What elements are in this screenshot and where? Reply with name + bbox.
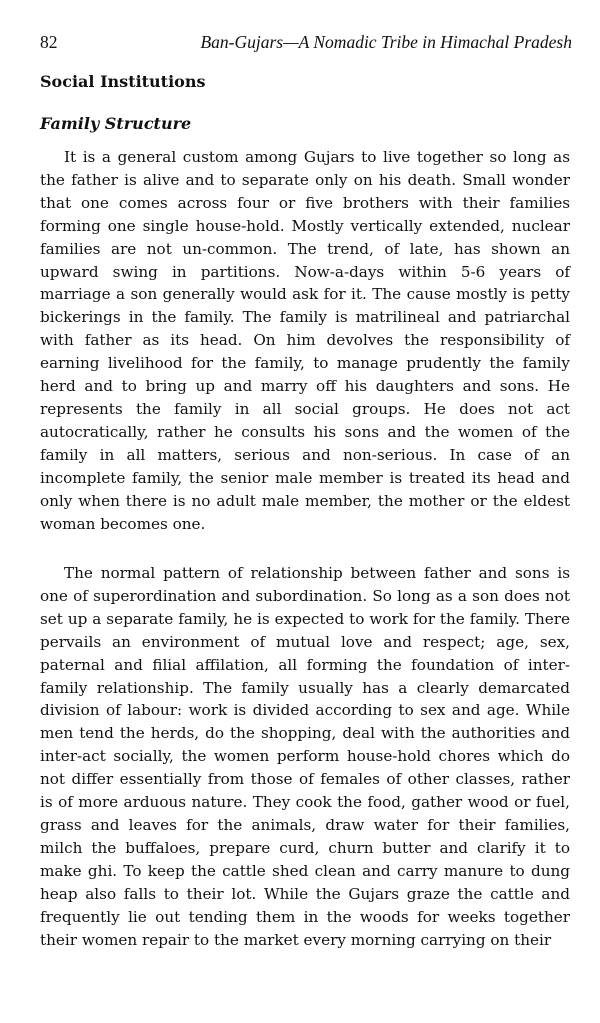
subsection-title: Family Structure xyxy=(40,114,192,133)
body-paragraph: The normal pattern of relationship between father and sons is one of superordination and subordination. So long as a son does not set up a separate family, he is expected to work for the family. There pervails an environment of mutual love and respect; age, sex, paternal and filial affilation, all forming the foundation of inter-family relationship. The family usually has a clearly demarcated division of labour: work is divided according to sex and age. While men tend the herds, do the shopping, deal with the authorities and inter-act socially, the women perform house-hold chores which do not differ essentially from those of females of other classes, rather is of more arduous nature. They cook the food, gather wood or fuel, grass and leaves for the animals, draw water for their families, milch the buffaloes, prepare curd, churn butter and clarify it to make ghi. To keep the cattle shed clean and carry manure to dung heap also falls to their lot. While the Gujars graze the cattle and frequently lie out tending them in the woods for weeks together their women repair to the market every morning carrying on their xyxy=(40,564,570,949)
page-number: 82 xyxy=(40,32,58,52)
running-header xyxy=(40,32,572,56)
body-paragraph: It is a general custom among Gujars to live together so long as the father is alive and to separate only on his death. Small wonder that one comes across four or five brothers with their families forming one single house-hold. Mostly vertically extended, nuclear families are not un-common. The trend, of late, has shown an upward swing in partitions. Now-a-days within 5-6 years of marriage a son generally would ask for it. The cause mostly is petty bickerings in the family. The family is matrilineal and patriarchal with father as its head. On him devolves the responsibility of earning livelihood for the family, to manage prudently the family herd and to bring up and marry off his daughters and sons. He represents the family in all social groups. He does not act autocratically, rather he consults his sons and the women of the family in all matters, serious and non-serious. In case of an incomplete family, the senior male member is treated its head and only when there is no adult male member, the mother or the eldest woman becomes one. xyxy=(40,148,570,533)
running-title: Ban-Gujars—A Nomadic Tribe in Himachal Pradesh xyxy=(200,32,572,52)
section-title: Social Institutions xyxy=(40,72,206,91)
